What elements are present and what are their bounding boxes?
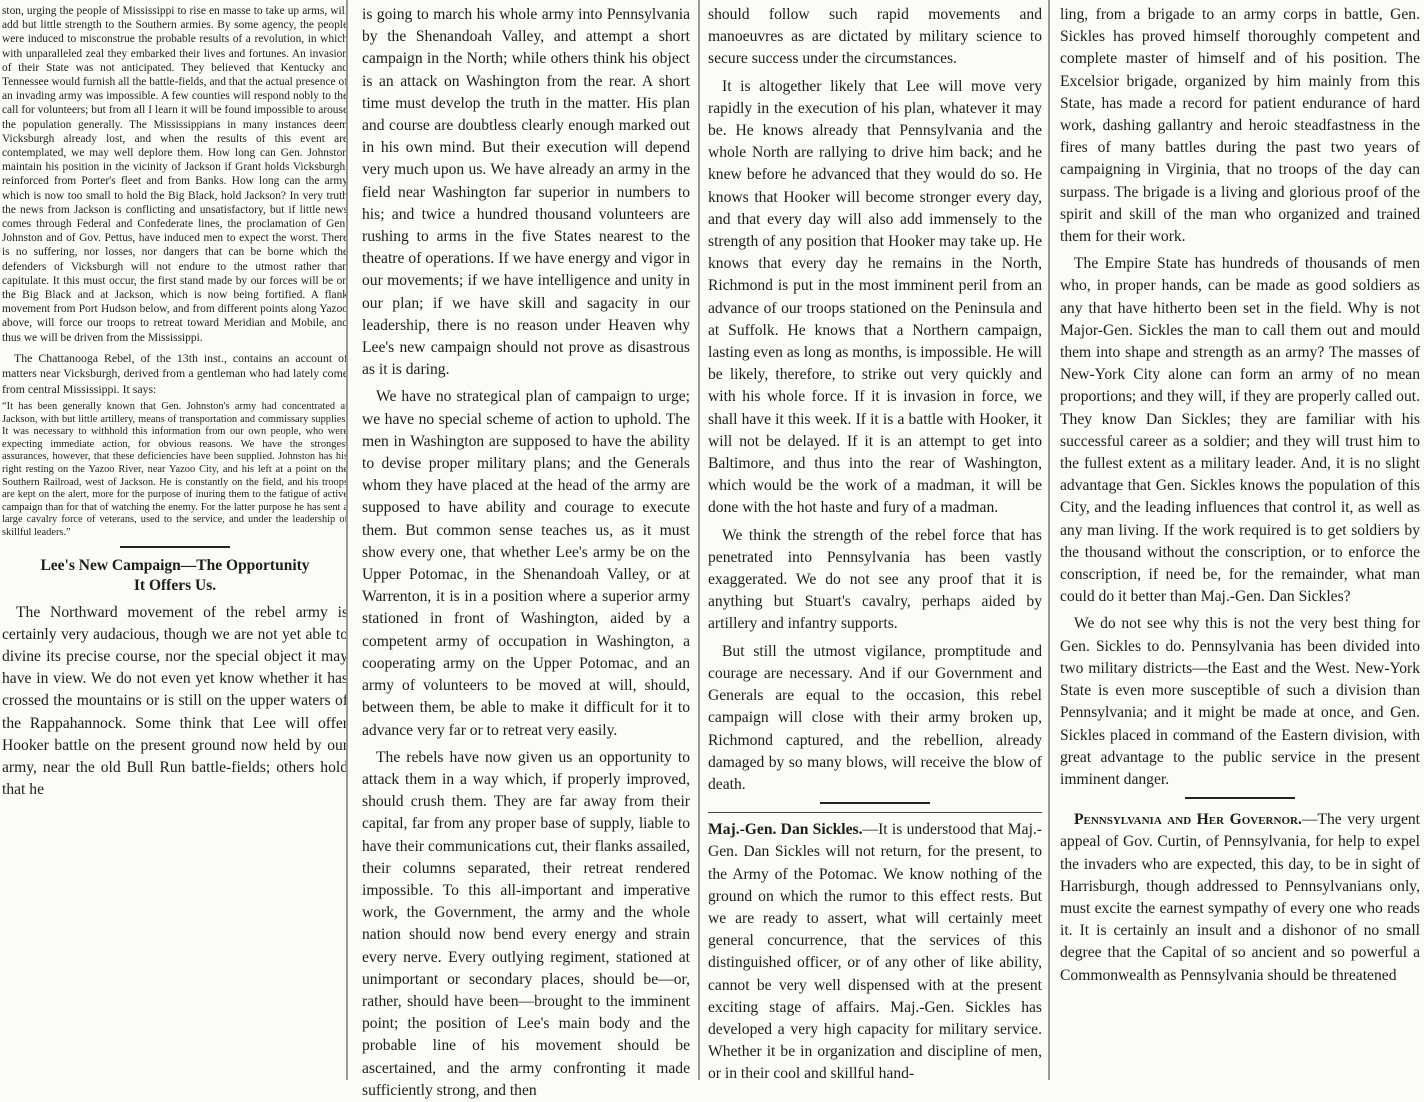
pennsylvania-text: —The very urgent appeal of Gov. Curtin, of Pennsylvania, for help to expel the invaders who are expected, this day, to be in sight of Harrisburgh, though addressed to Pennsylvanians only, must excite the earnest sympathy of every one who reads it. It is certainly an insult and a dishonor of no small degree that the Capital of so ancient and so powerful a Commonwealth as Pennsylvania should be threatened — [1060, 811, 1420, 984]
vicksburgh-report — [2, 4, 348, 345]
article-body-conclusion — [708, 4, 1042, 796]
paragraph: The rebels have now given us an opportunity to attack them in a way which, if properly improved, should crush them. They are far away from their capital, far from any proper base of supply, liable to have their communications cut, their flanks assailed, their columns separated, their retreat rendered impossible. To this all-important and imperative work, the Government, the army and the whole nation should now bend every energy and strain every nerve. Every outlying regiment, stationed at unimportant or secondary places, should be—or, rather, should have been—brought to the imminent point; the position of Lee's main body and the probable line of his movement should be ascertained, and the army confronting it made sufficiently strong, and then — [362, 748, 690, 1099]
section-divider — [1185, 797, 1295, 799]
headline-line-2: It Offers Us. — [133, 576, 217, 594]
quote-text: “It has been generally known that Gen. Johnston's army had concentrated at Jackson, with but little artillery, means of transportation and commissary supplies. It was necessary to withhold this information from our own people, who were expecting immediate action, for obvious reasons. We have the strongest assurances, however, that these deficiencies have been supplied. Johnston has his right resting on the Yazoo River, near Yazoo City, and his left at a point on the Southern Railroad, west of Jackson. He is constantly on the field, and his troops are kept on the alert, more for the purpose of inuring them to the fatigue of active campaign than for that of watching the enemy. For the latter purpose he has sent a large cavalry force of veterans, used to the service, and under the leadership of skillful leaders.” — [2, 401, 348, 539]
column-4 — [1048, 0, 1424, 1080]
paragraph: We think the strength of the rebel force that has penetrated into Pennsylvania has been vastly exaggerated. We do not see any proof that it is anything but Stuart's cavalry, perhaps aided by artillery and infantry supports. — [708, 526, 1042, 633]
rebel-quote — [2, 401, 348, 540]
paragraph: is going to march his whole army into Pennsylvania by the Shenandoah Valley, and attempt a short campaign in the North; while others think his object is an attack on Washington from the rear. A short time must develop the truth in the matter. His plan and course are doubtless clearly enough marked out in his own mind. But their execution will depend very much upon us. We have already an army in the field near Washington far superior in numbers to his; and twice a hundred thousand volunteers are rushing to arms in the five States nearest to the theatre of operations. If we have energy and vigor in our movements; if we have intelligence and unity in our plan; if we have skill and sagacity in our leadership, there is no reason under Heaven why Lee's new campaign should not prove as disastrous as it is daring. — [362, 6, 690, 379]
paragraph: ston, urging the people of Mississippi to rise en masse to take up arms, will add but little strength to the Southern armies. By some agency, the people were induced to misconstrue the probable results of a revolution, in which with unparalleled zeal they embarked their lives and fortunes. An invasion of their State was not anticipated. They believed that Kentucky and Tennessee would furnish all the battle-fields, and that the actual presence of an invading army was impossible. A few counties will respond nobly to the call for volunteers; but from all I learn it will be found impossible to arouse the population generally. The Mississippians in many instances deem Vicksburgh already lost, and when the results of this event are contemplated, we may well deplore them. How long can Gen. Johnston maintain his position in the vicinity of Jackson if Grant holds Vicksburgh, reinforced from Porter's fleet and from Banks. How long can the army which is now too small to hold the Big Black, hold Jackson? In very truth the news from Jackson is conflicting and unsatisfactory, but if little news comes through Federal and Confederate lines, the proclamation of Gen. Johnston and of Gov. Pettus, have induced men to expect the worst. There is no suffering, nor losses, nor dangers that can be borne which the defenders of Vicksburgh will not endure to the utmost rather than capitulate. It this must occur, the first stand made by our forces will be on the Big Black and at Jackson, which is now being fortified. A flank movement from Port Hudson below, and from different points along Yazoo above, will force our troops to retreat toward Meridian and Mobile, and thus we will be driven from the Mississippi. — [2, 5, 348, 344]
sickles-article-continued — [1060, 4, 1420, 791]
paragraph: It is altogether likely that Lee will move very rapidly in the execution of his plan, whatever it may be. He knows already that Pennsylvania and the whole North are rallying to drive him back; and he knew before he advanced that they would do so. He knows that Hooker will become stronger every day, and that every day will also add immensely to the strength of any position that Hooker may take up. He knows that every day he remains in the North, Richmond is put in the most imminent peril from an advance of our troops stationed on the Peninsula and at Suffolk. He knows that a Northern campaign, lasting even as long as months, is impossible. He will be likely, therefore, to strike out very quickly and with his whole force. If it is invasion in force, we shall have it this week. If it is a battle with Hooker, it will not be delayed. If it is an attempt to get into Baltimore, and thus into the rear of Washington, which would be the work of a madman, it will be done with the hot haste and fury of a madman. — [708, 77, 1042, 517]
paragraph: ling, from a brigade to an army corps in battle, Gen. Sickles has proved himself thoroughly competent and complete master of himself and of his position. The Excelsior brigade, organized by him mainly from this State, has made a record for patient endurance of hard work, dashing gallantry and heroic steadfastness in the fires of many battles during the past two years of campaigning in Virginia, that no troops of the day can surpass. The brigade is a living and glorious proof of the spirit and skill of the man who organized and trained them for their work. — [1060, 6, 1420, 246]
column-3 — [698, 0, 1050, 1083]
article-body-continued — [362, 4, 690, 1102]
pennsylvania-article — [1060, 809, 1420, 987]
section-divider — [820, 802, 930, 804]
paragraph: We have no strategical plan of campaign to urge; we have no special scheme of action to uphold. The men in Washington are supposed to have the ability to devise proper military plans; and the Generals whom they have placed at the head of the army are supposed to have ability and courage to execute them. But common sense teaches us, as it must show every one, that whether Lee's army be on the Upper Potomac, in the Shenandoah Valley, or at Warrenton, it is in a position where a superior army stationed in front of Washington, aided by a competent army of occupation in Washington, a cooperating army on the Upper Potomac, and an army of volunteers to be moved at will, should, between them, be able to make it difficult for it to advance very far or to retreat very easily. — [362, 388, 690, 739]
headline-line-1: Lee's New Campaign—The Opportunity — [40, 556, 310, 574]
sickles-lead: Maj.-Gen. Dan Sickles. — [708, 821, 863, 839]
pennsylvania-lead: Pennsylvania and Her Governor. — [1074, 811, 1302, 829]
article-headline — [2, 556, 348, 596]
sickles-article — [708, 812, 1042, 1085]
paragraph: The Empire State has hundreds of thousands of men who, in proper hands, can be made as good soldiers as any that have hitherto been set in the field. Why is not Major-Gen. Sickles the man to call them out and mould them into shape and strength as an army? The masses of New-York City alone can form an army of no mean proportions; and they will, if they are properly called out. They know Dan Sickles; they are familiar with his successful career as a soldier; and they will trust him to the fullest extent as a military leader. And, it is no slight advantage that Gen. Sickles knows the population of this City, and the leading influences that control it, as well as any man living. If the work required is to get soldiers by the thousand without the conscription, or to enforce the conscription, if need be, for the remainder, what man could do it better than Maj.-Gen. Dan Sickles? — [1060, 255, 1420, 606]
paragraph: We do not see why this is not the very best thing for Gen. Sickles to do. Pennsylvania has been divided into two military districts—the East and the West. New-York State is even more susceptible of such a division than Pennsylvania; and it might be made at once, and Gen. Sickles placed in command of the Eastern division, with great advantage to the public service in the present imminent danger. — [1060, 615, 1420, 788]
paragraph: should follow such rapid movements and manoeuvres as are dictated by military science to secure success under the circumstances. — [708, 6, 1042, 68]
section-divider — [120, 546, 230, 548]
paragraph: But still the utmost vigilance, promptitude and courage are necessary. And if our Government and Generals are equal to the occasion, this rebel campaign will close with their army broken up, Richmond captured, and the rebellion, already damaged by so many blows, will receive the blow of death. — [708, 642, 1042, 793]
paragraph: The Northward movement of the rebel army is certainly very audacious, though we are not yet able to divine its precise course, nor the special object it may have in view. We do not even yet know whether it has crossed the mountains or is still on the upper waters of the Rappahannock. Some think that Lee will offer Hooker battle on the present ground now held by our army, near the old Bull Run battle-fields; others hold that he — [2, 603, 348, 799]
sickles-text: —It is understood that Maj.-Gen. Dan Sickles will not return, for the present, to the Army of the Potomac. We know nothing of the ground on which the rumor to this effect rests. But we are ready to assert, what will certainly meet general concurrence, that the services of this distinguished officer, or of any other of like ability, cannot be very well dispensed with at the present exciting stage of affairs. Maj.-Gen. Sickles has developed a very high capacity for military service. Whether it be in organization and discipline of men, or in their cool and skillful hand- — [708, 821, 1042, 1083]
article-body-start — [2, 602, 348, 802]
chattanooga-rebel-intro: The Chattanooga Rebel, of the 13th inst., contains an account of matters near Vicksburgh, derived from a gentleman who had lately come from central Mississippi. It says: — [2, 350, 348, 396]
column-2 — [346, 0, 694, 1099]
column-1 — [0, 0, 352, 1080]
